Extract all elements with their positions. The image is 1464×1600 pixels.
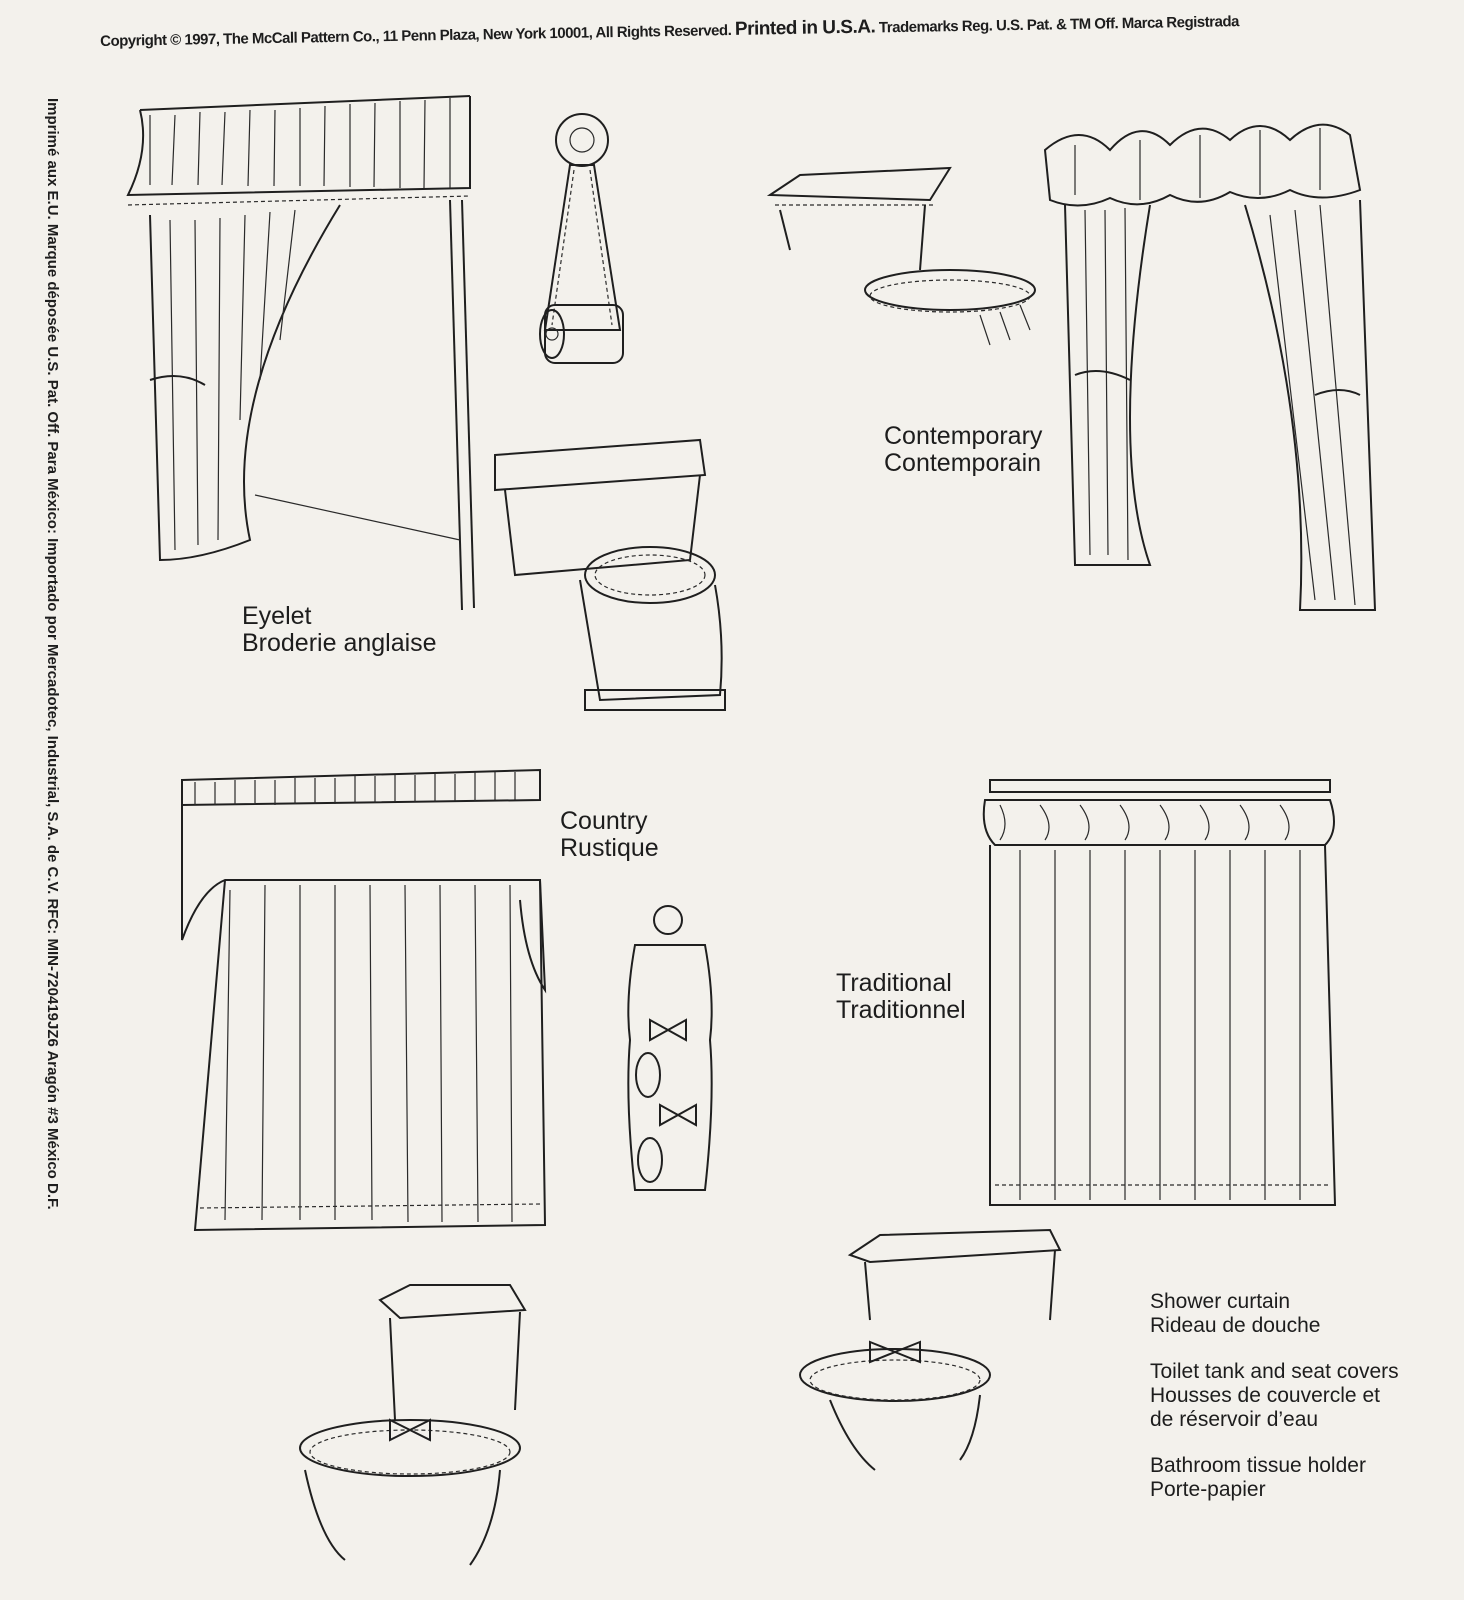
country-tissue-holder-drawing [628, 906, 711, 1190]
traditional-label [836, 970, 966, 1024]
contemporary-shower-curtain-drawing [1045, 125, 1375, 610]
traditional-toilet-drawing [800, 1230, 1060, 1470]
contemporary-tank-cover-drawing [770, 168, 1035, 345]
contemporary-en: Contemporary [884, 422, 1043, 450]
eyelet-tissue-holder-drawing [540, 114, 623, 363]
country-fr: Rustique [560, 834, 659, 862]
contemporary-label [884, 423, 1042, 477]
country-shower-curtain-drawing [182, 770, 545, 1230]
copyright-text: Copyright © 1997, The McCall Pattern Co., 11 Penn Plaza, New York 10001, All Rights Reserved. [100, 21, 732, 50]
item-legend [1150, 1290, 1399, 1524]
eyelet-toilet-drawing [495, 440, 725, 710]
country-label [560, 808, 659, 862]
legend-shower [1150, 1290, 1399, 1338]
legend-shower-en: Shower curtain [1150, 1290, 1291, 1313]
eyelet-shower-curtain-drawing [128, 96, 474, 610]
eyelet-label [242, 603, 437, 657]
legend-tissue-en: Bathroom tissue holder [1150, 1454, 1366, 1477]
legend-toilet-fr2: de réservoir d’eau [1150, 1408, 1319, 1431]
eyelet-en: Eyelet [242, 602, 312, 630]
printed-in: Printed in U.S.A. [734, 16, 876, 40]
country-en: Country [560, 807, 648, 835]
legend-shower-fr: Rideau de douche [1150, 1314, 1321, 1337]
legend-toilet-en: Toilet tank and seat covers [1150, 1360, 1399, 1383]
legend-toilet [1150, 1360, 1399, 1432]
trademarks-text: Trademarks Reg. U.S. Pat. & TM Off. Marca Registrada [878, 13, 1240, 37]
vertical-import-notice: Imprimé aux E.U. Marque déposée U.S. Pat. Off. Para México: Importado por Mercadotec, Industrial, S.A. de C.V. RFC: MIN-720419JZ6 Aragón #3 México D.F. [44, 98, 61, 1210]
country-toilet-drawing [300, 1285, 525, 1565]
legend-tissue-fr: Porte-papier [1150, 1478, 1266, 1501]
eyelet-fr: Broderie anglaise [242, 629, 437, 657]
contemporary-fr: Contemporain [884, 449, 1042, 477]
traditional-en: Traditional [836, 969, 952, 997]
traditional-fr: Traditionnel [836, 996, 966, 1024]
legend-tissue [1150, 1454, 1399, 1502]
traditional-shower-curtain-drawing [984, 780, 1335, 1205]
legend-toilet-fr1: Housses de couvercle et [1150, 1384, 1380, 1407]
